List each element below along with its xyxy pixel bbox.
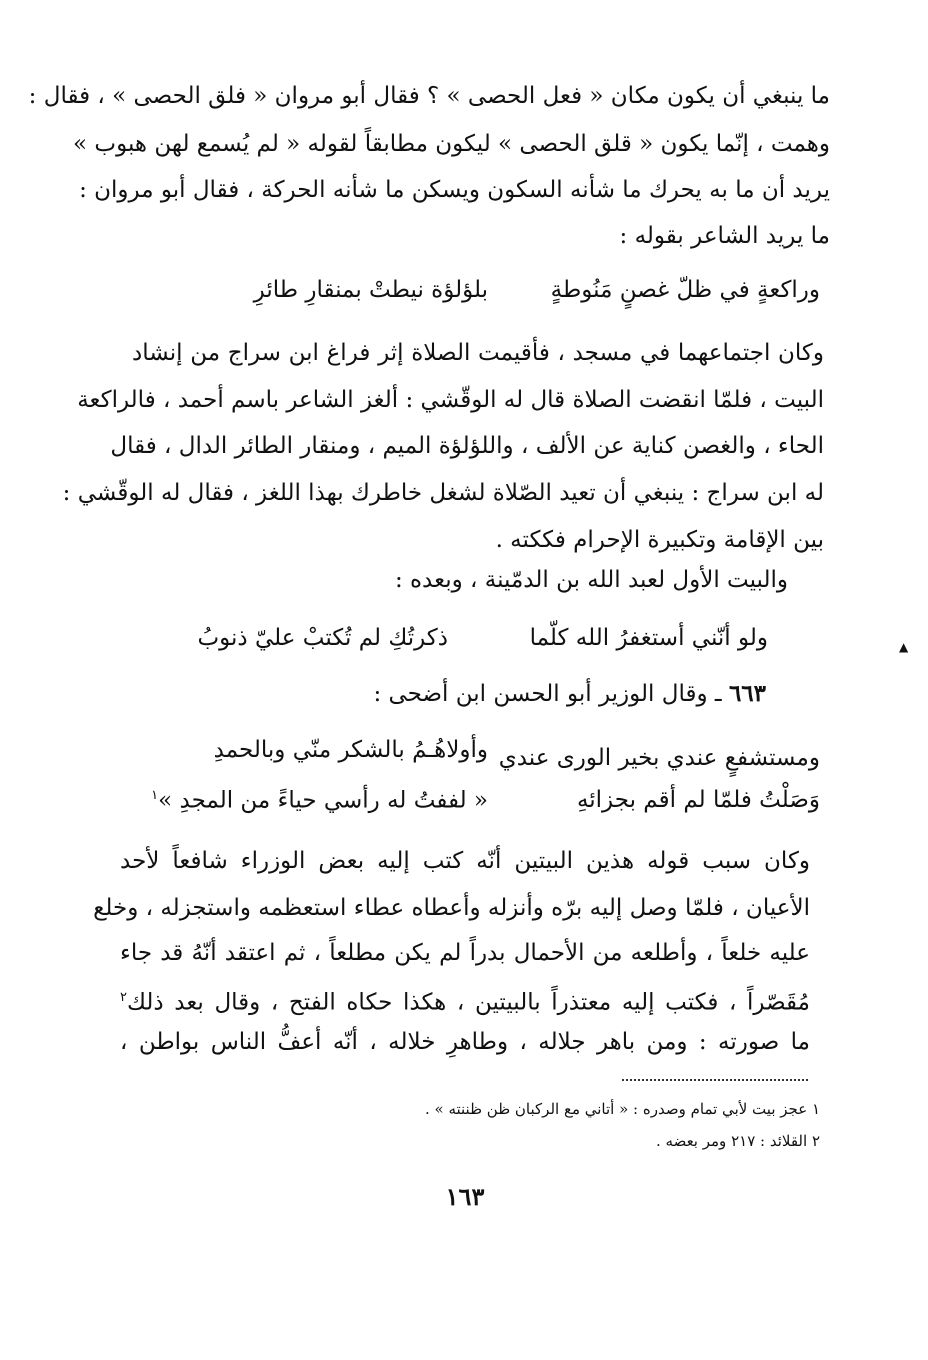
section-intro: وقال الوزير أبو الحسن ابن أضحى : (373, 681, 708, 707)
text-line: يريد أن ما به يحرك ما شأنه السكون ويسكن ما شأنه الحركة ، فقال أبو مروان : (79, 177, 830, 203)
section-heading (373, 676, 766, 712)
text-line: وكان اجتماعهما في مسجد ، فأقيمت الصلاة إثر فراغ ابن سراج من إنشاد (132, 340, 824, 366)
text-line: البيت ، فلمّا انقضت الصلاة قال له الوقّشي : ألغز الشاعر باسم أحمد ، فالراكعة (77, 387, 824, 413)
section-dash: ـ (714, 681, 722, 707)
text-line: وهمت ، إنّما يكون « قلق الحصى » ليكون مطابقاً لقوله « لم يُسمع لهن هبوب » (73, 131, 830, 157)
text-line: عليه خلعاً ، وأطلعه من الأحمال بدراً لم يكن مطلعاً ، ثم اعتقد أنّهُ قد جاء (120, 940, 810, 966)
section-number: ٦٦٣ (728, 680, 766, 707)
verse-hemistich-left: وأولاهُـمُ بالشكر منّي وبالحمدِ (213, 737, 488, 763)
verse-hemistich-left: ذكرتُكِ لم تُكتبْ عليّ ذنوبُ (197, 625, 448, 651)
page-number: ١٦٣ (445, 1182, 485, 1211)
footnote-ref: ١ (151, 788, 159, 803)
verse-hemistich-left: بلؤلؤة نيطتْ بمنقارِ طائرِ (253, 277, 488, 303)
text-line: له ابن سراج : ينبغي أن تعيد الصّلاة لشغل خاطرك بهذا اللغز ، فقال له الوقّشي : (62, 480, 824, 506)
text-line: بين الإقامة وتكبيرة الإحرام فككته . (495, 527, 824, 553)
verse-hemistich-text: « لففتُ له رأسي حياءً من المجدِ » (158, 787, 488, 814)
margin-mark: ▲ (899, 640, 909, 654)
text-line: الأعيان ، فلمّا وصل إليه برّه وأنزله وأعطاه عطاء استعظمه واستجزله ، وخلع (93, 895, 810, 921)
text-line: ما صورته : ومن باهر جلاله ، وطاهرِ خلاله ، أنّه أعفُّ الناس بواطن ، (120, 1029, 810, 1055)
verse-hemistich-right: ولو أنّني أستغفرُ الله كلّما (529, 625, 768, 651)
text-line: وكان سبب قوله هذين البيتين أنّه كتب إليه بعض الوزراء شافعاً لأحد (120, 848, 810, 874)
footnote-divider (622, 1079, 808, 1081)
text-line: ما يريد الشاعر بقوله : (619, 223, 830, 249)
text-line: ما ينبغي أن يكون مكان « فعل الحصى » ؟ فقال أبو مروان « فلق الحصى » ، فقال : (28, 83, 830, 109)
text-line (120, 980, 810, 1021)
text-line: الحاء ، والغصن كناية عن الألف ، واللؤلؤة الميم ، ومنقار الطائر الدال ، فقال (110, 433, 824, 459)
text-line: والبيت الأول لعبد الله بن الدمّينة ، وبعده : (394, 567, 788, 593)
verse-hemistich-right: وَصَلْتُ فلمّا لم أقم بجزائهِ (576, 787, 820, 813)
footnote: ٢ القلائد : ٢١٧ ومر بعضه . (655, 1132, 820, 1150)
footnote-ref: ٢ (120, 990, 127, 1005)
verse-hemistich-right: وراكعةٍ في ظلّ غصنٍ مَنُوطةٍ (550, 277, 820, 303)
verse-hemistich-right: ومستشفعٍ عندي بخير الورى عندي (498, 745, 820, 771)
verse-hemistich-left (151, 778, 488, 819)
text-segment: مُقَصّراً ، فكتب إليه معتذراً بالبيتين ، هكذا حكاه الفتح ، وقال بعد ذلك (126, 989, 810, 1016)
footnote: ١ عجز بيت لأبي تمام وصدره : « أتاني مع الركبان ظن ظننته » . (424, 1100, 820, 1118)
